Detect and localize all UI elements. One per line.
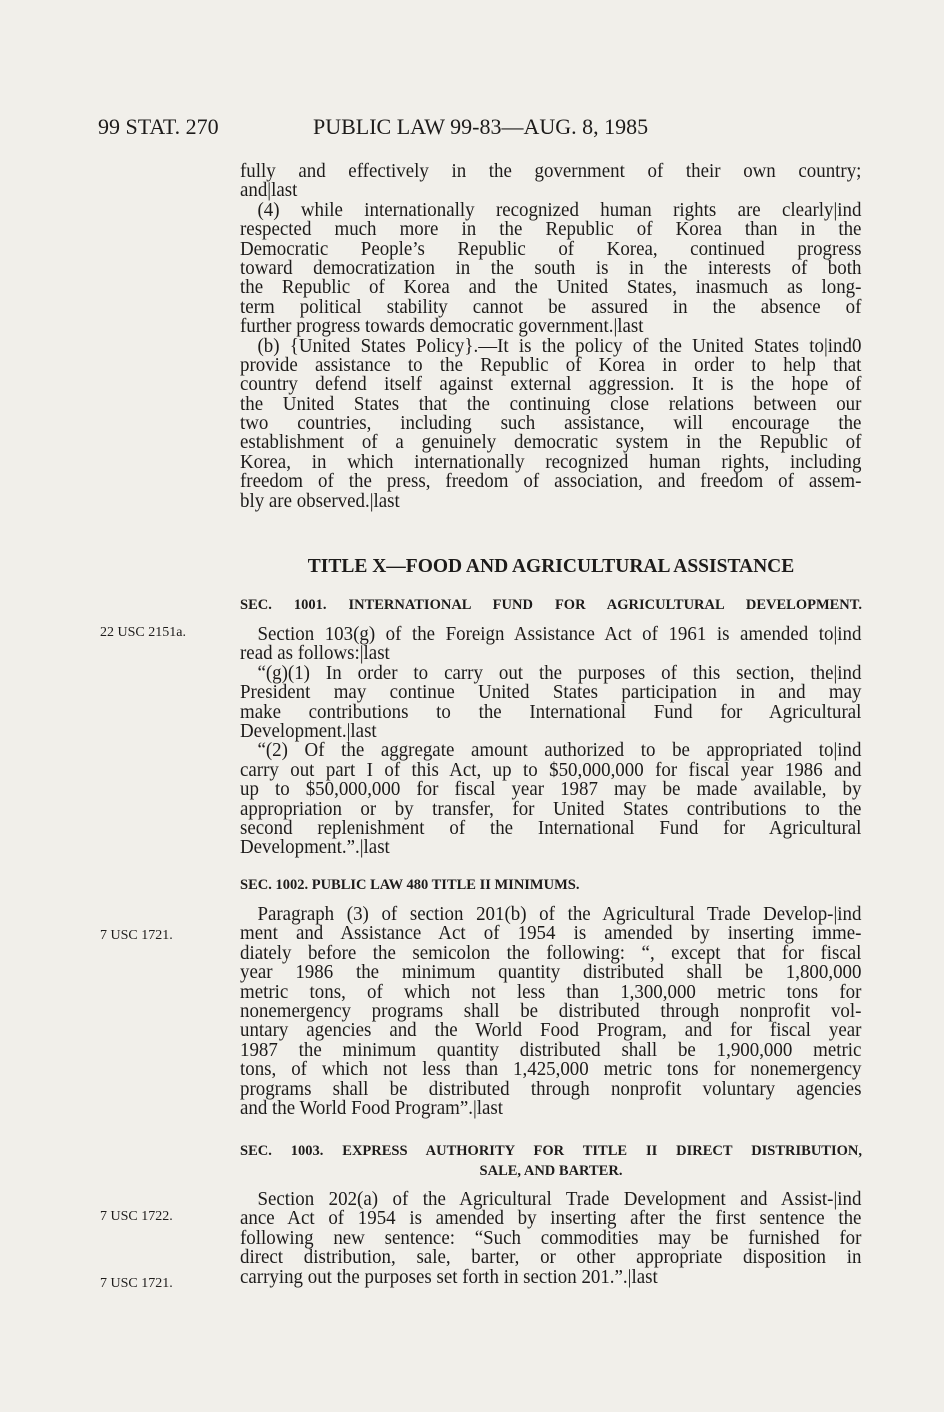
title-x-heading: TITLE X—FOOD AND AGRICULTURAL ASSISTANCE bbox=[307, 556, 795, 577]
margin-note: 7 USC 1721. bbox=[100, 928, 173, 943]
text-line: Development.|last bbox=[240, 720, 377, 742]
text-line: ment and Assistance Act of 1954 is amended by inserting imme- bbox=[240, 923, 862, 945]
text-line: Korea, in which internationally recognized human rights, including bbox=[240, 451, 862, 473]
margin-note: 7 USC 1722. bbox=[100, 1209, 173, 1224]
text-line: (b) {United States Policy}.—It is the policy of the United States to|ind0 bbox=[257, 335, 862, 357]
text-line: Paragraph (3) of section 201(b) of the Agricultural Trade Develop-|ind bbox=[257, 904, 862, 925]
text-line: “(2) Of the aggregate amount authorized to be appropriated to|ind bbox=[257, 740, 862, 762]
section-1003-heading-cont: SALE, AND BARTER. bbox=[479, 1163, 623, 1179]
text-line: nonemergency programs shall be distributed through nonprofit vol- bbox=[240, 1000, 862, 1022]
stat-page-number: 99 STAT. 270 bbox=[98, 114, 219, 139]
text-line: respected much more in the Republic of Korea than in the bbox=[240, 219, 862, 241]
text-line: following new sentence: “Such commodities may be furnished for bbox=[240, 1227, 862, 1249]
text-block-korea bbox=[240, 162, 862, 511]
text-line: bly are observed.|last bbox=[240, 490, 400, 512]
text-line: and the World Food Program”.|last bbox=[240, 1097, 504, 1119]
text-line: carry out part I of this Act, up to $50,000,000 for fiscal year 1986 and bbox=[240, 759, 862, 781]
text-line: freedom of the press, freedom of association, and freedom of assem- bbox=[240, 471, 862, 493]
section-1003-heading: SEC. 1003. EXPRESS AUTHORITY FOR TITLE II DIRECT DISTRIBUTION, bbox=[240, 1143, 862, 1159]
text-block-sec-1003 bbox=[240, 1190, 862, 1287]
text-line: Section 103(g) of the Foreign Assistance Act of 1961 is amended to|ind bbox=[257, 624, 862, 645]
text-line: ance Act of 1954 is amended by inserting after the first sentence the bbox=[240, 1208, 862, 1230]
section-1002-heading: SEC. 1002. PUBLIC LAW 480 TITLE II MINIMUMS. bbox=[240, 877, 580, 893]
text-line: and|last bbox=[240, 180, 298, 202]
text-line: President may continue United States participation in and may bbox=[240, 682, 862, 704]
text-line: Democratic People’s Republic of Korea, continued progress bbox=[240, 238, 862, 260]
text-line: fully and effectively in the government of their own country; bbox=[240, 161, 862, 182]
text-line: Development.”.|last bbox=[240, 837, 390, 859]
text-line: tons, of which not less than 1,425,000 metric tons for nonemergency bbox=[240, 1059, 862, 1081]
text-block-sec-1001 bbox=[240, 625, 862, 858]
page-header-title: PUBLIC LAW 99-83—AUG. 8, 1985 bbox=[313, 114, 649, 139]
text-line: up to $50,000,000 for fiscal year 1987 may be made available, by bbox=[240, 779, 862, 801]
text-line: make contributions to the International Fund for Agricultural bbox=[240, 701, 862, 723]
text-line: provide assistance to the Republic of Korea in order to help that bbox=[240, 354, 862, 376]
text-line: toward democratization in the south is in the interests of both bbox=[240, 257, 862, 279]
text-line: read as follows:|last bbox=[240, 643, 390, 665]
text-line: appropriation or by transfer, for United States contributions to the bbox=[240, 798, 862, 820]
text-line: diately before the semicolon the following: “, except that for fiscal bbox=[240, 942, 862, 964]
text-line: the Republic of Korea and the United States, inasmuch as long- bbox=[240, 277, 862, 299]
text-line: term political stability cannot be assured in the absence of bbox=[240, 296, 862, 318]
text-line: the United States that the continuing close relations between our bbox=[240, 393, 862, 415]
text-line: untary agencies and the World Food Program, and for fiscal year bbox=[240, 1020, 862, 1042]
text-line: second replenishment of the International Fund for Agricultural bbox=[240, 817, 862, 839]
text-line: programs shall be distributed through nonprofit voluntary agencies bbox=[240, 1078, 862, 1100]
margin-note: 22 USC 2151a. bbox=[100, 625, 186, 640]
text-line: Section 202(a) of the Agricultural Trade Development and Assist-|ind bbox=[257, 1189, 862, 1210]
text-line: “(g)(1) In order to carry out the purposes of this section, the|ind bbox=[257, 662, 862, 684]
text-line: metric tons, of which not less than 1,300,000 metric tons for bbox=[240, 981, 862, 1003]
text-line: year 1986 the minimum quantity distributed shall be 1,800,000 bbox=[240, 962, 862, 984]
text-line: direct distribution, sale, barter, or other appropriate disposition in bbox=[240, 1247, 862, 1269]
text-line: carrying out the purposes set forth in section 201.”.|last bbox=[240, 1266, 658, 1288]
text-line: establishment of a genuinely democratic system in the Republic of bbox=[240, 432, 862, 454]
text-line: 1987 the minimum quantity distributed shall be 1,900,000 metric bbox=[240, 1039, 862, 1061]
text-line: further progress towards democratic government.|last bbox=[240, 316, 644, 338]
text-line: two countries, including such assistance, will encourage the bbox=[240, 413, 862, 435]
text-block-sec-1002 bbox=[240, 905, 862, 1118]
margin-note: 7 USC 1721. bbox=[100, 1276, 173, 1291]
text-line: country defend itself against external aggression. It is the hope of bbox=[240, 374, 862, 396]
section-1001-heading: SEC. 1001. INTERNATIONAL FUND FOR AGRICULTURAL DEVELOPMENT. bbox=[240, 597, 862, 613]
text-line: (4) while internationally recognized human rights are clearly|ind bbox=[257, 199, 862, 221]
